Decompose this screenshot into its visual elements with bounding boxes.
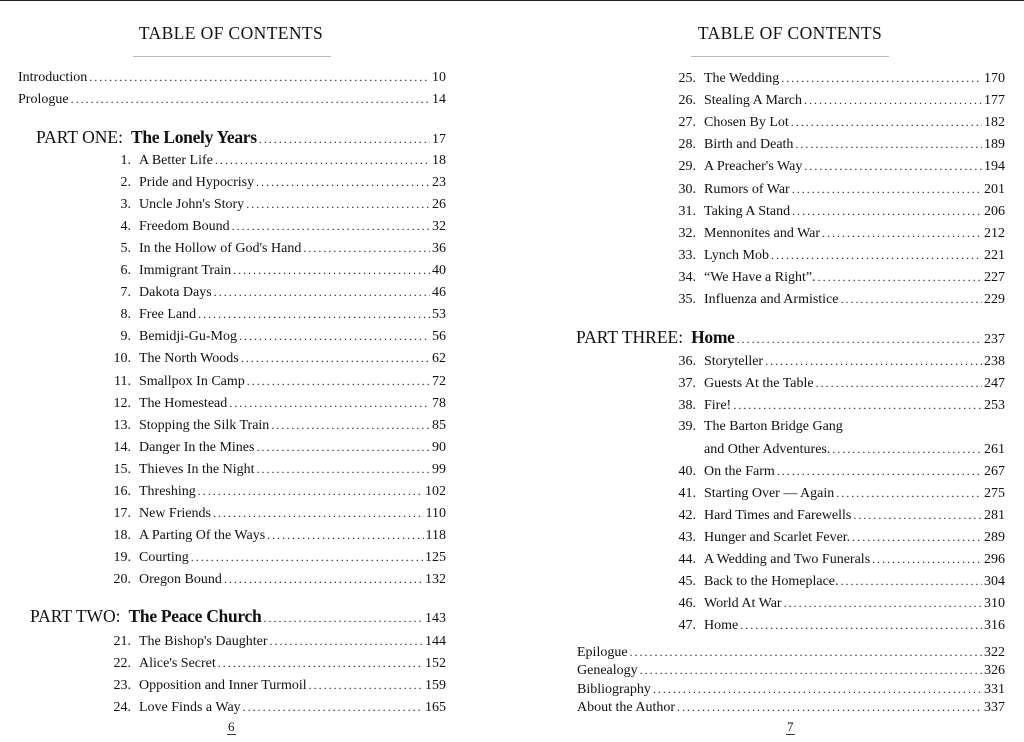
chapter-entry[interactable]: [105, 239, 446, 257]
entry-title: About the Author: [577, 699, 675, 715]
chapter-entry[interactable]: [105, 676, 446, 694]
chapter-entry[interactable]: [670, 418, 1005, 436]
dot-leader: [804, 157, 982, 175]
chapter-page: 90: [432, 439, 446, 455]
toc-entry[interactable]: [577, 661, 1005, 679]
chapter-number: 8.: [120, 307, 131, 323]
chapter-title: Hard Times and Farewells: [704, 508, 852, 523]
chapter-title: Influenza and Armistice: [704, 292, 839, 307]
dot-leader: [832, 440, 982, 458]
chapter-entry[interactable]: [670, 572, 1005, 590]
dot-leader: [677, 698, 982, 716]
dot-leader: [804, 91, 982, 109]
chapter-entry[interactable]: [670, 352, 1005, 370]
dot-leader: [233, 261, 430, 279]
chapter-entry[interactable]: [670, 594, 1005, 612]
chapter-page: 102: [425, 483, 446, 499]
entry-title: Genealogy: [577, 663, 638, 679]
dot-leader: [71, 90, 430, 108]
toc-entry[interactable]: [577, 680, 1005, 698]
chapter-page: 110: [425, 505, 446, 521]
part-title: The Lonely Years: [130, 127, 257, 147]
chapter-entry[interactable]: [670, 484, 1005, 502]
chapter-page: 36: [432, 241, 446, 257]
dot-leader: [781, 69, 982, 87]
chapter-number: 6.: [120, 263, 131, 279]
dot-leader: [213, 504, 424, 522]
chapter-title: The North Woods: [139, 351, 239, 367]
toc-entry[interactable]: [577, 643, 1005, 661]
chapter-entry[interactable]: [670, 224, 1005, 242]
dot-leader: [309, 676, 423, 694]
chapter-number: 27.: [678, 115, 696, 131]
chapter-entry[interactable]: [670, 202, 1005, 220]
page-heading: TABLE OF CONTENTS: [697, 23, 883, 43]
entry-title: Bibliography: [577, 681, 651, 697]
chapter-title: Courting: [139, 549, 189, 565]
chapter-entry[interactable]: [105, 460, 446, 478]
page-number: 6: [228, 719, 235, 734]
chapter-title: Home: [704, 618, 739, 633]
dot-leader: [640, 661, 982, 679]
chapter-page: 316: [984, 618, 1005, 633]
chapter-page: 221: [984, 247, 1005, 263]
dot-leader: [247, 372, 430, 390]
toc-entry[interactable]: [18, 90, 446, 108]
dot-leader: [791, 113, 982, 131]
dot-leader: [733, 396, 982, 414]
chapter-entry[interactable]: [105, 327, 446, 345]
chapter-entry[interactable]: [670, 528, 1005, 546]
chapter-number: 32.: [678, 225, 696, 241]
chapter-page: 201: [984, 181, 1005, 197]
chapter-title: Lynch Mob: [704, 247, 769, 263]
chapter-title: Oregon Bound: [139, 571, 222, 587]
chapter-number: 46.: [678, 596, 696, 611]
dot-leader: [259, 128, 430, 150]
chapter-title: Pride and Hypocrisy: [139, 175, 255, 191]
chapter-page: 212: [984, 225, 1005, 241]
chapter-number: 17.: [113, 505, 131, 521]
chapter-number: 20.: [113, 571, 131, 587]
chapter-title: Opposition and Inner Turmoil: [139, 678, 307, 693]
part-label: PART ONE:: [36, 127, 123, 147]
chapter-entry[interactable]: [105, 526, 446, 544]
chapter-title: Alice's Secret: [139, 656, 216, 671]
chapter-number: 16.: [113, 483, 131, 499]
chapter-title: Stopping the Silk Train: [139, 417, 270, 433]
dot-leader: [256, 173, 430, 191]
chapter-number: 9.: [120, 329, 131, 345]
chapter-entry[interactable]: [670, 506, 1005, 524]
chapter-entry[interactable]: [105, 349, 446, 367]
chapter-entry[interactable]: [105, 261, 446, 279]
chapter-number: 1.: [120, 153, 131, 168]
dot-leader: [267, 526, 423, 544]
chapter-title: The Barton Bridge Gang: [704, 419, 843, 434]
chapter-title: Dakota Days: [139, 285, 212, 301]
chapter-entry[interactable]: [105, 151, 446, 169]
chapter-title: Immigrant Train: [139, 263, 232, 279]
chapter-entry[interactable]: [105, 438, 446, 456]
chapter-entry[interactable]: [105, 570, 446, 588]
dot-leader: [836, 484, 982, 502]
chapter-page: 238: [984, 354, 1005, 369]
chapter-page: 99: [432, 461, 446, 477]
chapter-page: 85: [432, 417, 446, 433]
chapter-number: 25.: [678, 71, 696, 86]
chapter-number: 26.: [678, 93, 696, 109]
chapter-number: 37.: [678, 376, 696, 391]
chapter-entry[interactable]: [105, 173, 446, 191]
chapter-page: 227: [984, 269, 1005, 285]
dot-leader: [246, 195, 430, 213]
chapter-title: Mennonites and War: [704, 225, 821, 241]
chapter-number: 24.: [113, 700, 131, 715]
chapter-page: 267: [984, 464, 1005, 479]
chapter-page: 253: [984, 398, 1005, 413]
dot-leader: [792, 202, 982, 220]
chapter-title: Birth and Death: [704, 137, 794, 153]
part-page: 143: [425, 611, 446, 626]
dot-leader: [89, 68, 430, 86]
dot-leader: [872, 550, 982, 568]
chapter-page: 118: [425, 527, 446, 543]
chapter-title: Starting Over — Again: [704, 486, 835, 501]
chapter-title: On the Farm: [704, 464, 775, 479]
chapter-number: 7.: [120, 285, 131, 301]
chapter-entry[interactable]: [670, 69, 1005, 87]
chapter-number: 34.: [678, 269, 696, 285]
chapter-title: The Bishop's Daughter: [139, 634, 268, 649]
entry-page: 14: [432, 92, 446, 107]
dot-leader: [737, 328, 982, 350]
chapter-number: 11.: [114, 373, 131, 389]
dot-leader: [191, 548, 423, 566]
chapter-number: 2.: [120, 175, 131, 191]
entry-page: 337: [984, 699, 1005, 715]
chapter-page: 18: [432, 153, 446, 168]
chapter-title: Stealing A March: [704, 93, 802, 109]
chapter-title-line2: and Other Adventures.: [704, 442, 831, 457]
chapter-title: World At War: [704, 596, 782, 611]
chapter-title: New Friends: [139, 505, 211, 521]
chapter-number: 22.: [113, 656, 131, 671]
chapter-number: 36.: [678, 354, 696, 369]
dot-leader: [740, 616, 982, 634]
chapter-entry[interactable]: [670, 91, 1005, 109]
chapter-number: 10.: [113, 351, 131, 367]
dot-leader: [630, 643, 982, 661]
chapter-entry[interactable]: [670, 396, 1005, 414]
entry-title: Epilogue: [577, 645, 628, 660]
chapter-page: 182: [984, 115, 1005, 131]
chapter-number: 43.: [678, 530, 696, 545]
chapter-number: 45.: [678, 574, 696, 589]
chapter-title: Love Finds a Way: [139, 700, 241, 715]
chapter-title: Guests At the Table: [704, 376, 814, 391]
chapter-title: The Wedding: [704, 71, 780, 86]
chapter-number: 3.: [120, 197, 131, 213]
dot-leader: [198, 305, 430, 323]
chapter-entry[interactable]: [105, 217, 446, 235]
chapter-number: 29.: [678, 159, 696, 175]
toc-entry[interactable]: [577, 698, 1005, 716]
dot-leader: [214, 283, 430, 301]
chapter-entry[interactable]: [670, 268, 1005, 286]
part-label: PART TWO:: [30, 606, 121, 626]
toc-entry[interactable]: [18, 68, 446, 86]
chapter-entry[interactable]: [105, 283, 446, 301]
dot-leader: [792, 180, 982, 198]
chapter-number: 12.: [113, 395, 131, 411]
chapter-number: 31.: [678, 203, 696, 219]
dot-leader: [841, 572, 982, 590]
chapter-title: Storyteller: [704, 354, 764, 369]
chapter-number: 28.: [678, 137, 696, 153]
chapter-title: “We Have a Right”.: [704, 269, 816, 285]
chapter-page: 132: [425, 571, 446, 587]
part-page: 17: [432, 132, 446, 147]
dot-leader: [263, 607, 423, 629]
chapter-title: Danger In the Mines: [139, 439, 255, 455]
chapter-entry[interactable]: [670, 550, 1005, 568]
entry-page: 331: [984, 681, 1005, 697]
chapter-page: 56: [432, 329, 446, 345]
chapter-title: A Wedding and Two Funerals: [704, 552, 871, 567]
chapter-entry[interactable]: [105, 504, 446, 522]
chapter-title: Back to the Homeplace.: [704, 574, 839, 589]
dot-leader: [653, 680, 982, 698]
entry-page: 326: [984, 663, 1005, 679]
chapter-page: 296: [984, 552, 1005, 567]
chapter-entry[interactable]: [670, 113, 1005, 131]
chapter-number: 23.: [113, 678, 131, 693]
chapter-page: 261: [984, 442, 1005, 457]
dot-leader: [853, 506, 982, 524]
dot-leader: [239, 327, 430, 345]
chapter-page: 78: [432, 395, 446, 411]
entry-page: 322: [984, 645, 1005, 660]
chapter-page: 275: [984, 486, 1005, 501]
chapter-entry[interactable]: [105, 416, 446, 434]
chapter-title: Threshing: [139, 483, 196, 499]
chapter-page: 310: [984, 596, 1005, 611]
chapter-number: 35.: [678, 292, 696, 307]
chapter-number: 5.: [120, 241, 131, 257]
chapter-number: 39.: [678, 419, 696, 434]
chapter-title: Taking A Stand: [704, 203, 791, 219]
chapter-page: 23: [432, 175, 446, 191]
chapter-title: Freedom Bound: [139, 219, 230, 235]
chapter-page: 53: [432, 307, 446, 323]
chapter-page: 229: [984, 292, 1005, 307]
chapter-entry[interactable]: [670, 246, 1005, 264]
dot-leader: [198, 482, 423, 500]
chapter-title: In the Hollow of God's Hand: [139, 241, 302, 257]
dot-leader: [271, 416, 430, 434]
chapter-entry[interactable]: [105, 654, 446, 672]
chapter-entry[interactable]: [105, 482, 446, 500]
chapter-title: Bemidji-Gu-Mog: [139, 329, 237, 345]
chapter-page: 144: [425, 634, 446, 649]
chapter-number: 33.: [678, 247, 696, 263]
chapter-entry-continued[interactable]: [670, 440, 1005, 458]
chapter-number: 44.: [678, 552, 696, 567]
chapter-title: Smallpox In Camp: [139, 373, 245, 389]
dot-leader: [229, 394, 430, 412]
chapter-number: 18.: [113, 527, 131, 543]
dot-leader: [816, 374, 982, 392]
chapter-title: Thieves In the Night: [139, 461, 255, 477]
chapter-title: A Parting Of the Ways: [139, 527, 266, 543]
chapter-number: 38.: [678, 398, 696, 413]
chapter-page: 281: [984, 508, 1005, 523]
page-number: 7: [787, 719, 794, 734]
chapter-number: 41.: [678, 486, 696, 501]
heading-rule: [133, 56, 331, 57]
chapter-page: 304: [984, 574, 1005, 589]
chapter-page: 46: [432, 285, 446, 301]
dot-leader: [218, 654, 423, 672]
chapter-page: 289: [984, 530, 1005, 545]
part-title: The Peace Church: [128, 606, 262, 626]
chapter-page: 247: [984, 376, 1005, 391]
chapter-title: A Preacher's Way: [704, 159, 803, 175]
dot-leader: [256, 438, 430, 456]
chapter-number: 40.: [678, 464, 696, 479]
entry-title: Introduction: [18, 70, 88, 85]
dot-leader: [771, 246, 982, 264]
entry-page: 10: [432, 70, 446, 85]
chapter-entry[interactable]: [670, 374, 1005, 392]
chapter-title: Rumors of War: [704, 181, 790, 197]
dot-leader: [243, 698, 423, 716]
entry-title: Prologue: [18, 92, 69, 107]
chapter-title: The Homestead: [139, 395, 228, 411]
chapter-page: 206: [984, 203, 1005, 219]
chapter-entry[interactable]: [105, 394, 446, 412]
chapter-page: 152: [425, 656, 446, 671]
chapter-title: Uncle John's Story: [139, 197, 245, 213]
chapter-number: 42.: [678, 508, 696, 523]
chapter-entry[interactable]: [670, 157, 1005, 175]
left-page: [0, 1, 512, 742]
chapter-title: Fire!: [704, 398, 732, 413]
dot-leader: [303, 239, 430, 257]
dot-leader: [784, 594, 982, 612]
dot-leader: [241, 349, 430, 367]
chapter-title: Chosen By Lot: [704, 115, 789, 131]
part-heading[interactable]: [30, 605, 446, 627]
dot-leader: [852, 528, 982, 546]
chapter-entry[interactable]: [105, 698, 446, 716]
chapter-page: 194: [984, 159, 1005, 175]
chapter-page: 125: [425, 549, 446, 565]
chapter-number: 4.: [120, 219, 131, 235]
chapter-page: 26: [432, 197, 446, 213]
part-page: 237: [984, 332, 1005, 347]
chapter-page: 177: [984, 93, 1005, 109]
chapter-number: 47.: [678, 618, 696, 633]
chapter-page: 170: [984, 71, 1005, 86]
part-heading[interactable]: [576, 326, 1005, 348]
chapter-title: Free Land: [139, 307, 197, 323]
chapter-number: 30.: [678, 181, 696, 197]
chapter-entry[interactable]: [670, 135, 1005, 153]
dot-leader: [841, 290, 982, 308]
chapter-number: 13.: [113, 417, 131, 433]
chapter-title: Hunger and Scarlet Fever.: [704, 530, 851, 545]
chapter-number: 19.: [113, 549, 131, 565]
part-label: PART THREE:: [576, 327, 684, 347]
chapter-entry[interactable]: [670, 180, 1005, 198]
dot-leader: [256, 460, 430, 478]
dot-leader: [795, 135, 982, 153]
chapter-entry[interactable]: [105, 548, 446, 566]
dot-leader: [215, 151, 430, 169]
chapter-page: 189: [984, 137, 1005, 153]
chapter-entry[interactable]: [105, 305, 446, 323]
chapter-page: 40: [432, 263, 446, 279]
chapter-number: 14.: [113, 439, 131, 455]
chapter-page: 32: [432, 219, 446, 235]
dot-leader: [822, 224, 982, 242]
chapter-page: 165: [425, 700, 446, 715]
chapter-entry[interactable]: [670, 616, 1005, 634]
chapter-entry[interactable]: [670, 290, 1005, 308]
dot-leader: [224, 570, 423, 588]
chapter-entry[interactable]: [105, 195, 446, 213]
chapter-page: 159: [425, 678, 446, 693]
heading-rule: [691, 56, 889, 57]
dot-leader: [818, 268, 982, 286]
page-heading: TABLE OF CONTENTS: [138, 23, 324, 43]
dot-leader: [270, 632, 423, 650]
right-page: [512, 1, 1024, 742]
chapter-number: 21.: [113, 634, 131, 649]
dot-leader: [777, 462, 982, 480]
chapter-entry[interactable]: [105, 372, 446, 390]
chapter-number: 15.: [113, 461, 131, 477]
dot-leader: [232, 217, 430, 235]
chapter-page: 72: [432, 373, 446, 389]
dot-leader: [765, 352, 982, 370]
chapter-page: 62: [432, 351, 446, 367]
chapter-entry[interactable]: [670, 462, 1005, 480]
chapter-entry[interactable]: [105, 632, 446, 650]
part-title: Home: [691, 327, 735, 347]
part-heading[interactable]: [36, 126, 446, 148]
chapter-title: A Better Life: [139, 153, 213, 168]
